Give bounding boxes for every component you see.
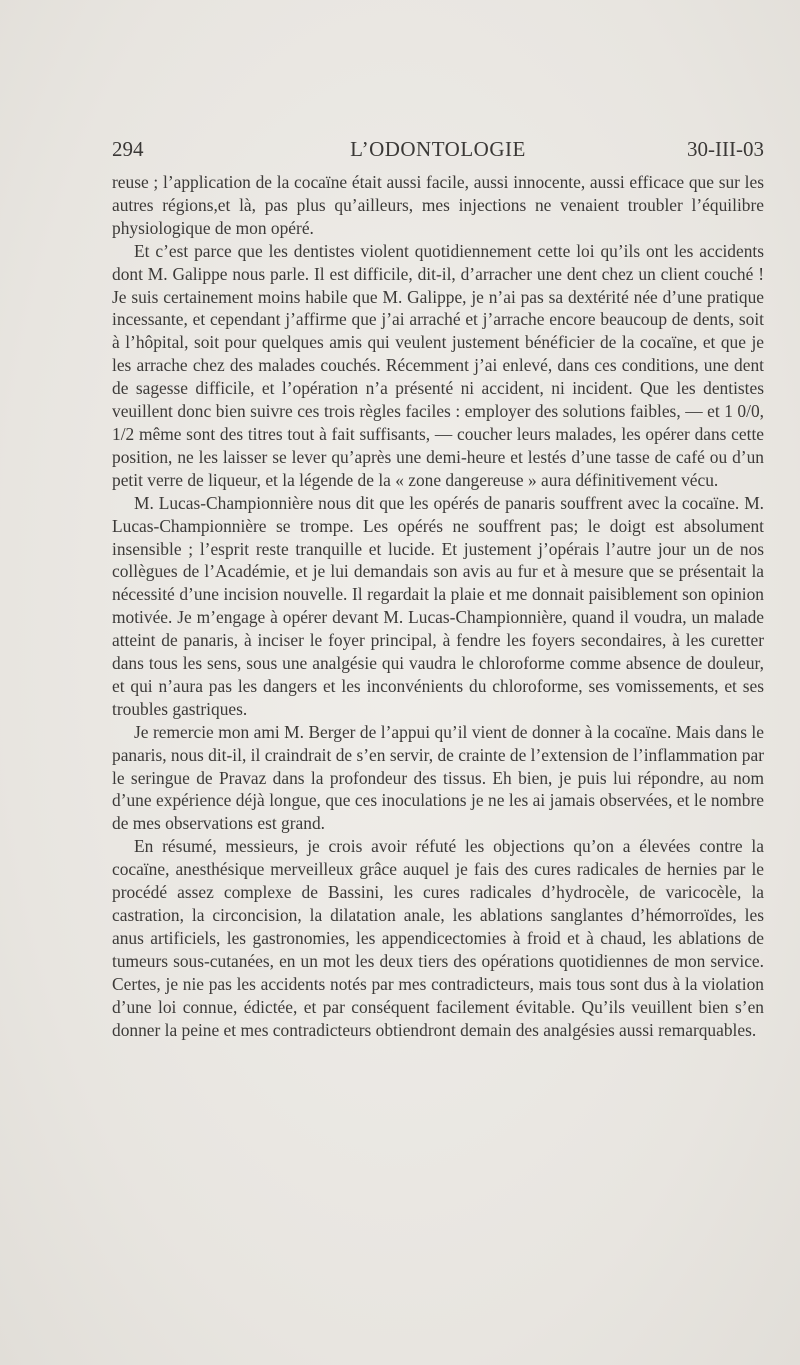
paragraph: Et c’est parce que les dentistes violent quotidiennement cette loi qu’ils ont les accidents dont M. Galippe nous parle. Il est difficile, dit-il, d’arracher une dent chez un client couché ! Je suis certainement moins habile que M. Galippe, je n’ai pas sa dextérité née d’une pratique incessante, et cependant j’affirme que j’ai arraché et j’arrache encore beaucoup de dents, soit à l’hôpital, soit pour quelques amis qui veulent justement bénéficier de la cocaïne, et que je les arrache chez des malades couchés. Récemment j’ai enlevé, dans ces conditions, une dent de sagesse difficile, et l’opération n’a présenté ni accident, ni incident. Que les dentistes veuillent donc bien suivre ces trois règles faciles : employer des solutions faibles, — et 1 0/0, 1/2 même sont des titres tout à fait suffisants, — coucher leurs malades, les opérer dans cette position, ne les laisser se lever qu’après une demi-heure et lestés d’une tasse de café ou d’un petit verre de liqueur, et la légende de la « zone dangereuse » aura définitivement vécu. [112,240,764,490]
page-header [112,137,764,161]
body-text [112,171,764,1041]
paragraph: En résumé, messieurs, je crois avoir réfuté les objections qu’on a élevées contre la cocaïne, anesthésique merveilleux grâce auquel je fais des cures radicales de hernies par le procédé assez complexe de Bassini, les cures radicales d’hydrocèle, de varicocèle, la castration, la circoncision, la dilatation anale, les ablations sanglantes d’hémorroïdes, les anus artificiels, les gastronomies, les appendicectomies à froid et à chaud, les ablations de tumeurs sous-cutanées, en un mot les deux tiers des opérations quotidiennes de mon service. Certes, je nie pas les accidents notés par mes contradicteurs, mais tous sont dus à la violation d’une loi connue, édictée, et par conséquent facilement évitable. Qu’ils veuillent bien s’en donner la peine et mes contradicteurs obtiendront demain des analgésies aussi remarquables. [112,836,764,1040]
running-title: L’ODONTOLOGIE [350,137,526,161]
paragraph: M. Lucas-Championnière nous dit que les opérés de panaris souffrent avec la cocaïne. M. Lucas-Championnière se trompe. Les opérés ne souffrent pas; le doigt est absolument insensible ; l’esprit reste tranquille et lucide. Et justement j’opérais l’autre jour un de nos collègues de l’Académie, et je lui demandais son avis au fur et à mesure que se présentait la nécessité d’une incision nouvelle. Il regardait la plaie et me donnait paisiblement son opinion motivée. Je m’engage à opérer devant M. Lucas-Championnière, quand il voudra, un malade atteint de panaris, à inciser le foyer principal, à fendre les foyers secondaires, à les curetter dans tous les sens, sous une analgésie qui vaudra le chloroforme comme absence de douleur, et qui n’aura pas les dangers et les inconvénients du chloroforme, ses vomissements, et ses troubles gastriques. [112,492,764,719]
paragraph-continuation: reuse ; l’application de la cocaïne était aussi facile, aussi innocente, aussi efficace que sur les autres régions,et là, pas plus qu’ailleurs, mes injections ne venaient troubler l’équilibre physiologique de mon opéré. [112,172,764,238]
paragraph: Je remercie mon ami M. Berger de l’appui qu’il vient de donner à la cocaïne. Mais dans le panaris, nous dit-il, il craindrait de s’en servir, de crainte de l’extension de l’inflammation par le seringue de Pravaz dans la profondeur des tissus. Eh bien, je puis lui répondre, au nom d’une expérience déjà longue, que ces inoculations je ne les ai jamais observées, et le nombre de mes observations est grand. [112,721,764,834]
issue-date: 30-III-03 [687,137,764,161]
page-number: 294 [112,137,144,161]
